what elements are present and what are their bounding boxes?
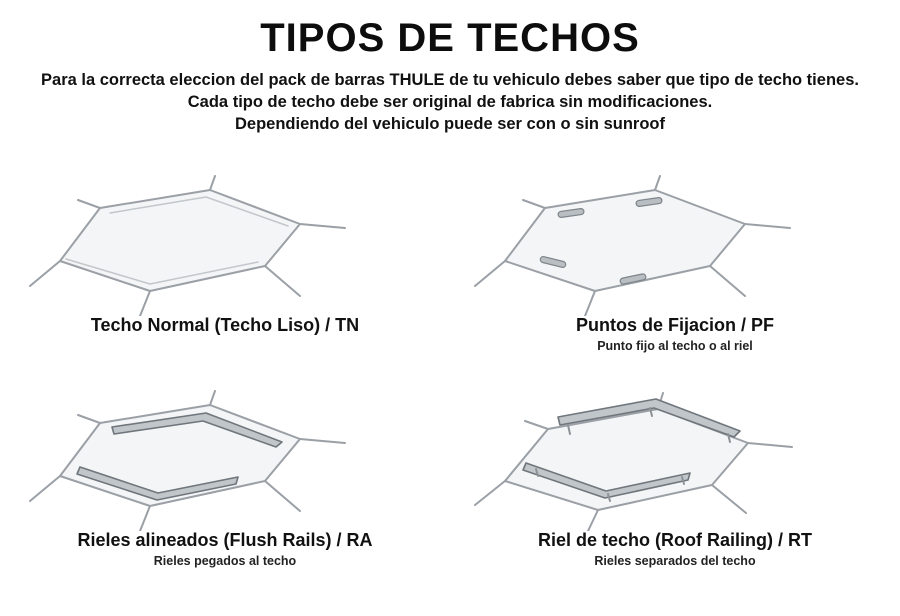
caption-block-ra — [0, 529, 450, 570]
subtitle-line-2: Cada tipo de techo debe ser original de fabrica sin modificaciones. — [187, 93, 713, 111]
car-roof-raised-railing-icon — [450, 381, 900, 531]
car-roof-flush-rails-icon — [0, 381, 450, 531]
car-roof-plain-icon — [0, 166, 450, 316]
diagram-page — [0, 16, 900, 616]
caption-block-tn — [0, 314, 450, 338]
roof-type-card-rt — [450, 381, 900, 596]
roof-type-label-pf: Puntos de Fijacion / PF — [575, 315, 775, 335]
roof-type-sublabel-ra: Rieles pegados al techo — [153, 554, 297, 568]
roof-type-card-pf — [450, 166, 900, 381]
subtitle-line-1: Para la correcta eleccion del pack de barras THULE de tu vehiculo debes saber que tipo de techo tienes. — [41, 71, 859, 89]
roof-type-label-ra: Rieles alineados (Flush Rails) / RA — [77, 530, 373, 550]
subtitle-block — [0, 69, 900, 135]
page-title: TIPOS DE TECHOS — [260, 16, 640, 60]
roof-type-label-tn: Techo Normal (Techo Liso) / TN — [90, 315, 360, 335]
roof-type-sublabel-pf: Punto fijo al techo o al riel — [597, 339, 753, 353]
roof-type-label-rt: Riel de techo (Roof Railing) / RT — [538, 530, 812, 550]
roof-types-grid — [0, 166, 900, 596]
roof-type-card-ra — [0, 381, 450, 596]
roof-type-sublabel-rt: Rieles separados del techo — [594, 554, 756, 568]
roof-type-card-tn — [0, 166, 450, 381]
subtitle-line-3: Dependiendo del vehiculo puede ser con o sin sunroof — [235, 115, 665, 133]
caption-block-rt — [450, 529, 900, 570]
caption-block-pf — [450, 314, 900, 355]
car-roof-fixpoints-icon — [450, 166, 900, 316]
